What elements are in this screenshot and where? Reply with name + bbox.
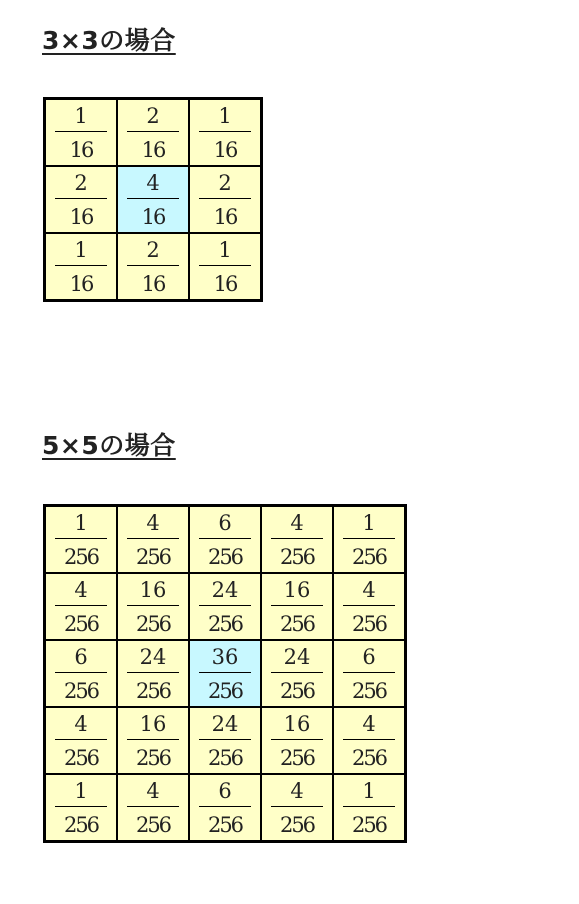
denominator: 256 <box>63 745 99 770</box>
numerator: 36 <box>199 645 251 673</box>
fraction <box>199 511 251 569</box>
fraction <box>199 238 251 296</box>
fraction <box>271 578 323 636</box>
fraction <box>271 645 323 703</box>
numerator: 1 <box>343 511 395 539</box>
fraction <box>127 238 179 296</box>
denominator: 256 <box>279 544 315 569</box>
denominator: 256 <box>351 678 387 703</box>
denominator: 256 <box>279 745 315 770</box>
numerator: 6 <box>55 645 107 673</box>
kernel-cell <box>189 707 261 774</box>
kernel-cell <box>189 99 262 167</box>
kernel-cell <box>45 506 118 574</box>
numerator: 1 <box>55 511 107 539</box>
numerator: 1 <box>55 238 107 266</box>
denominator: 256 <box>207 812 243 837</box>
denominator: 256 <box>207 745 243 770</box>
denominator: 16 <box>213 137 237 162</box>
numerator: 4 <box>271 511 323 539</box>
title-5x5: 5×5の場合 <box>42 431 176 460</box>
fraction <box>127 645 179 703</box>
kernel-cell <box>333 707 406 774</box>
fraction <box>55 645 107 703</box>
numerator: 24 <box>199 712 251 740</box>
kernel-row <box>45 99 262 167</box>
fraction <box>55 712 107 770</box>
fraction <box>343 511 395 569</box>
kernel-row <box>45 506 406 574</box>
fraction <box>199 712 251 770</box>
denominator: 16 <box>141 204 165 229</box>
numerator: 6 <box>343 645 395 673</box>
kernel-cell <box>45 99 118 167</box>
kernel-cell <box>45 233 118 301</box>
fraction <box>271 779 323 837</box>
denominator: 256 <box>279 678 315 703</box>
numerator: 4 <box>127 511 179 539</box>
denominator: 256 <box>351 611 387 636</box>
fraction <box>127 171 179 229</box>
numerator: 1 <box>199 238 251 266</box>
denominator: 256 <box>135 678 171 703</box>
kernel-cell <box>333 506 406 574</box>
kernel-cell <box>45 774 118 842</box>
kernel-cell <box>45 707 118 774</box>
kernel-table-3x3 <box>43 97 263 302</box>
denominator: 16 <box>213 271 237 296</box>
fraction <box>343 779 395 837</box>
denominator: 256 <box>207 611 243 636</box>
fraction <box>343 712 395 770</box>
kernel-cell <box>189 573 261 640</box>
kernel-cell <box>261 640 333 707</box>
fraction <box>199 645 251 703</box>
kernel-cell <box>189 166 262 233</box>
kernel-cell <box>261 707 333 774</box>
denominator: 16 <box>69 137 93 162</box>
numerator: 6 <box>199 511 251 539</box>
denominator: 256 <box>207 678 243 703</box>
numerator: 1 <box>55 779 107 807</box>
denominator: 16 <box>69 204 93 229</box>
denominator: 256 <box>351 812 387 837</box>
kernel-row <box>45 573 406 640</box>
kernel-cell <box>333 640 406 707</box>
numerator: 4 <box>127 779 179 807</box>
denominator: 16 <box>141 271 165 296</box>
kernel-cell <box>333 774 406 842</box>
fraction <box>127 779 179 837</box>
fraction <box>199 578 251 636</box>
kernel-cell <box>117 573 189 640</box>
numerator: 1 <box>343 779 395 807</box>
denominator: 256 <box>63 611 99 636</box>
denominator: 256 <box>279 812 315 837</box>
numerator: 24 <box>199 578 251 606</box>
denominator: 256 <box>135 544 171 569</box>
fraction <box>343 645 395 703</box>
kernel-cell <box>261 573 333 640</box>
numerator: 24 <box>127 645 179 673</box>
fraction <box>271 712 323 770</box>
kernel-cell <box>45 166 118 233</box>
fraction <box>55 171 107 229</box>
numerator: 4 <box>127 171 179 199</box>
numerator: 4 <box>55 712 107 740</box>
fraction <box>343 578 395 636</box>
kernel-cell <box>189 506 261 574</box>
title-3x3: 3×3の場合 <box>42 26 176 55</box>
kernel-cell <box>189 774 261 842</box>
numerator: 2 <box>127 104 179 132</box>
numerator: 16 <box>271 578 323 606</box>
fraction <box>55 779 107 837</box>
numerator: 16 <box>127 712 179 740</box>
kernel-cell <box>45 573 118 640</box>
numerator: 6 <box>199 779 251 807</box>
fraction <box>199 171 251 229</box>
kernel-cell <box>117 640 189 707</box>
kernel-row <box>45 166 262 233</box>
numerator: 4 <box>343 578 395 606</box>
numerator: 16 <box>127 578 179 606</box>
kernel-cell <box>117 233 189 301</box>
numerator: 1 <box>199 104 251 132</box>
kernel-center-cell <box>189 640 261 707</box>
denominator: 256 <box>351 544 387 569</box>
denominator: 256 <box>135 611 171 636</box>
kernel-table-5x5 <box>43 504 407 843</box>
denominator: 16 <box>213 204 237 229</box>
numerator: 2 <box>55 171 107 199</box>
fraction <box>199 779 251 837</box>
denominator: 256 <box>279 611 315 636</box>
denominator: 16 <box>141 137 165 162</box>
kernel-cell <box>261 506 333 574</box>
numerator: 24 <box>271 645 323 673</box>
kernel-cell <box>117 506 189 574</box>
numerator: 16 <box>271 712 323 740</box>
kernel-center-cell <box>117 166 189 233</box>
fraction <box>199 104 251 162</box>
numerator: 2 <box>199 171 251 199</box>
fraction <box>127 511 179 569</box>
fraction <box>127 578 179 636</box>
fraction <box>127 104 179 162</box>
kernel-cell <box>45 640 118 707</box>
denominator: 256 <box>135 745 171 770</box>
kernel-row <box>45 640 406 707</box>
kernel-row <box>45 707 406 774</box>
kernel-row <box>45 774 406 842</box>
kernel-cell <box>189 233 262 301</box>
denominator: 16 <box>69 271 93 296</box>
numerator: 4 <box>271 779 323 807</box>
kernel-cell <box>117 707 189 774</box>
fraction <box>127 712 179 770</box>
denominator: 256 <box>351 745 387 770</box>
numerator: 2 <box>127 238 179 266</box>
kernel-cell <box>117 774 189 842</box>
denominator: 256 <box>63 544 99 569</box>
kernel-cell <box>261 774 333 842</box>
numerator: 1 <box>55 104 107 132</box>
fraction <box>55 104 107 162</box>
fraction <box>55 578 107 636</box>
numerator: 4 <box>55 578 107 606</box>
kernel-row <box>45 233 262 301</box>
kernel-cell <box>117 99 189 167</box>
numerator: 4 <box>343 712 395 740</box>
kernel-cell <box>333 573 406 640</box>
denominator: 256 <box>63 678 99 703</box>
fraction <box>271 511 323 569</box>
fraction <box>55 238 107 296</box>
denominator: 256 <box>207 544 243 569</box>
denominator: 256 <box>63 812 99 837</box>
denominator: 256 <box>135 812 171 837</box>
fraction <box>55 511 107 569</box>
